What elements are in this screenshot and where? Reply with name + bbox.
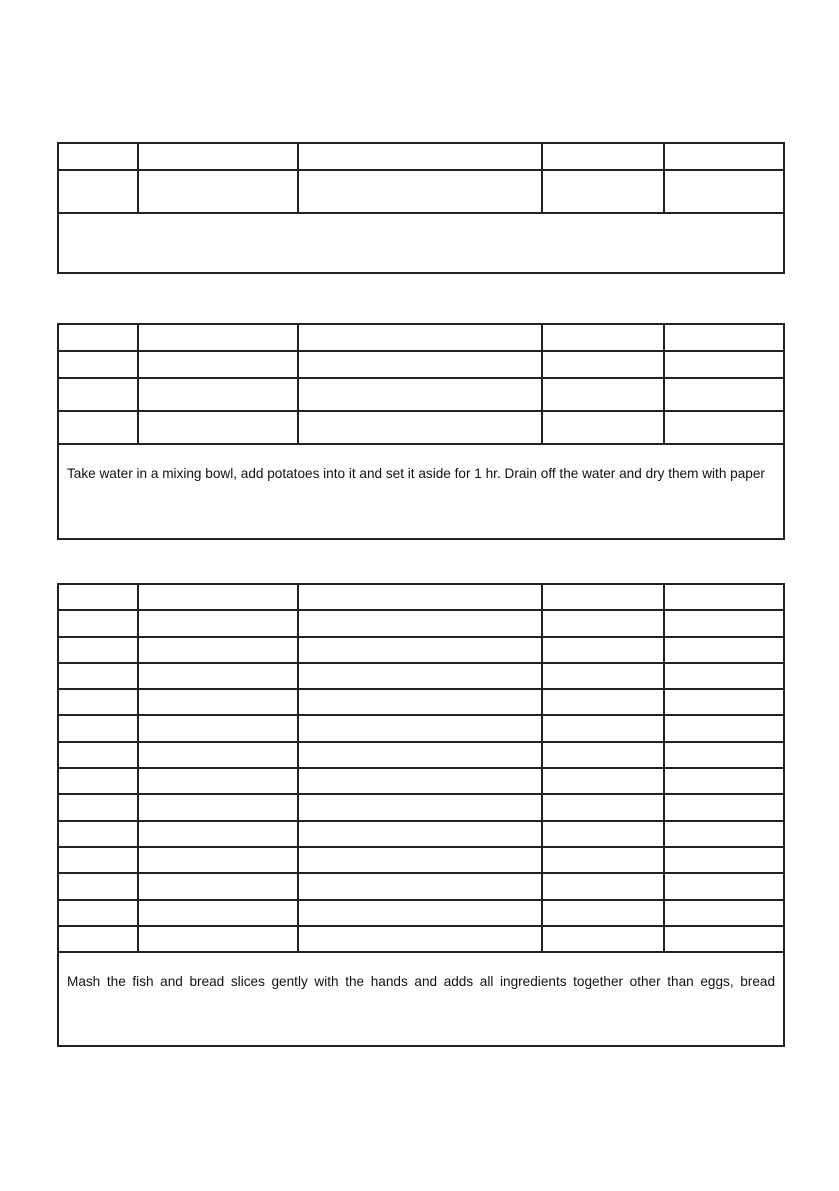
table-cell bbox=[138, 715, 298, 741]
table-cell bbox=[298, 378, 542, 411]
table-cell bbox=[542, 143, 664, 170]
table-cell bbox=[298, 742, 542, 768]
table-cell bbox=[542, 742, 664, 768]
table-row bbox=[58, 584, 784, 610]
table-cell bbox=[298, 351, 542, 378]
table-cell bbox=[138, 873, 298, 899]
table-cell bbox=[298, 411, 542, 444]
table-cell bbox=[298, 873, 542, 899]
table-cell bbox=[138, 584, 298, 610]
table-cell bbox=[58, 847, 138, 873]
table-cell bbox=[58, 411, 138, 444]
table-row bbox=[58, 847, 784, 873]
table-row bbox=[58, 689, 784, 715]
table-cell bbox=[664, 768, 784, 794]
table-cell bbox=[298, 900, 542, 926]
table-cell bbox=[298, 768, 542, 794]
table-row bbox=[58, 411, 784, 444]
table-cell bbox=[138, 768, 298, 794]
table-cell bbox=[542, 610, 664, 636]
table-row bbox=[58, 610, 784, 636]
recipe-table-3 bbox=[57, 583, 785, 1047]
table-cell bbox=[542, 821, 664, 847]
method-note: Mash the fish and bread slices gently with the hands and adds all ingredients together other than eggs, bread bbox=[58, 952, 784, 1046]
table-row bbox=[58, 821, 784, 847]
table-cell bbox=[542, 584, 664, 610]
table-row bbox=[58, 637, 784, 663]
table-cell bbox=[58, 637, 138, 663]
table-cell bbox=[138, 143, 298, 170]
table-cell bbox=[298, 821, 542, 847]
table-cell bbox=[58, 821, 138, 847]
table-cell bbox=[58, 873, 138, 899]
table-row bbox=[58, 170, 784, 213]
table-cell bbox=[664, 610, 784, 636]
table-cell bbox=[298, 663, 542, 689]
table-cell bbox=[58, 742, 138, 768]
table-cell bbox=[664, 689, 784, 715]
table-row bbox=[58, 900, 784, 926]
table-cell bbox=[298, 926, 542, 952]
table-cell bbox=[298, 794, 542, 820]
table-cell bbox=[664, 794, 784, 820]
table-cell bbox=[138, 900, 298, 926]
table-cell bbox=[138, 689, 298, 715]
table-cell bbox=[664, 143, 784, 170]
table-cell bbox=[664, 170, 784, 213]
table-cell bbox=[138, 926, 298, 952]
table-cell bbox=[664, 821, 784, 847]
table-cell bbox=[58, 610, 138, 636]
table-cell bbox=[138, 637, 298, 663]
table-cell bbox=[298, 689, 542, 715]
table-cell bbox=[138, 324, 298, 351]
table-row bbox=[58, 143, 784, 170]
table-row bbox=[58, 213, 784, 273]
table-cell bbox=[542, 411, 664, 444]
table-cell bbox=[138, 794, 298, 820]
table-cell bbox=[138, 742, 298, 768]
table-row bbox=[58, 324, 784, 351]
table-row bbox=[58, 351, 784, 378]
table-cell bbox=[58, 378, 138, 411]
table-cell bbox=[138, 170, 298, 213]
table-cell bbox=[542, 689, 664, 715]
table-cell bbox=[664, 873, 784, 899]
table-cell bbox=[542, 900, 664, 926]
table-cell bbox=[542, 926, 664, 952]
table-cell bbox=[542, 715, 664, 741]
table-cell bbox=[664, 637, 784, 663]
table-cell bbox=[664, 324, 784, 351]
table-cell bbox=[138, 411, 298, 444]
table-cell bbox=[298, 715, 542, 741]
table-cell bbox=[664, 584, 784, 610]
table-row bbox=[58, 873, 784, 899]
table-cell bbox=[664, 900, 784, 926]
table-cell bbox=[138, 821, 298, 847]
table-cell bbox=[298, 637, 542, 663]
table-row bbox=[58, 768, 784, 794]
table-cell bbox=[542, 324, 664, 351]
method-note bbox=[58, 213, 784, 273]
table-cell bbox=[138, 847, 298, 873]
table-cell bbox=[542, 351, 664, 378]
recipe-table-2 bbox=[57, 323, 785, 540]
table-row bbox=[58, 952, 784, 1046]
table-cell bbox=[664, 378, 784, 411]
table-row bbox=[58, 926, 784, 952]
table-row bbox=[58, 742, 784, 768]
table-row bbox=[58, 715, 784, 741]
table-cell bbox=[664, 847, 784, 873]
table-cell bbox=[58, 768, 138, 794]
table-cell bbox=[58, 584, 138, 610]
table-cell bbox=[58, 351, 138, 378]
table-row bbox=[58, 444, 784, 539]
table-cell bbox=[542, 847, 664, 873]
table-cell bbox=[58, 143, 138, 170]
table-cell bbox=[58, 715, 138, 741]
table-row bbox=[58, 378, 784, 411]
table-cell bbox=[542, 378, 664, 411]
table-cell bbox=[298, 584, 542, 610]
table-cell bbox=[298, 324, 542, 351]
table-cell bbox=[58, 900, 138, 926]
table-cell bbox=[664, 351, 784, 378]
table-cell bbox=[58, 170, 138, 213]
table-cell bbox=[664, 411, 784, 444]
table-cell bbox=[664, 926, 784, 952]
table-cell bbox=[58, 663, 138, 689]
table-cell bbox=[138, 663, 298, 689]
table-cell bbox=[542, 663, 664, 689]
method-note: Take water in a mixing bowl, add potatoes into it and set it aside for 1 hr. Drain off the water and dry them with paper bbox=[58, 444, 784, 539]
table-cell bbox=[664, 663, 784, 689]
table-cell bbox=[138, 351, 298, 378]
table-cell bbox=[542, 873, 664, 899]
table-cell bbox=[58, 794, 138, 820]
table-cell bbox=[664, 742, 784, 768]
table-row bbox=[58, 663, 784, 689]
table-row bbox=[58, 794, 784, 820]
table-cell bbox=[542, 794, 664, 820]
table-cell bbox=[58, 926, 138, 952]
table-cell bbox=[542, 768, 664, 794]
table-cell bbox=[138, 610, 298, 636]
table-cell bbox=[138, 378, 298, 411]
table-cell bbox=[298, 170, 542, 213]
table-cell bbox=[664, 715, 784, 741]
table-cell bbox=[298, 610, 542, 636]
table-cell bbox=[58, 324, 138, 351]
table-cell bbox=[58, 689, 138, 715]
table-cell bbox=[298, 847, 542, 873]
table-cell bbox=[542, 637, 664, 663]
table-cell bbox=[298, 143, 542, 170]
table-cell bbox=[542, 170, 664, 213]
recipe-table-1 bbox=[57, 142, 785, 274]
